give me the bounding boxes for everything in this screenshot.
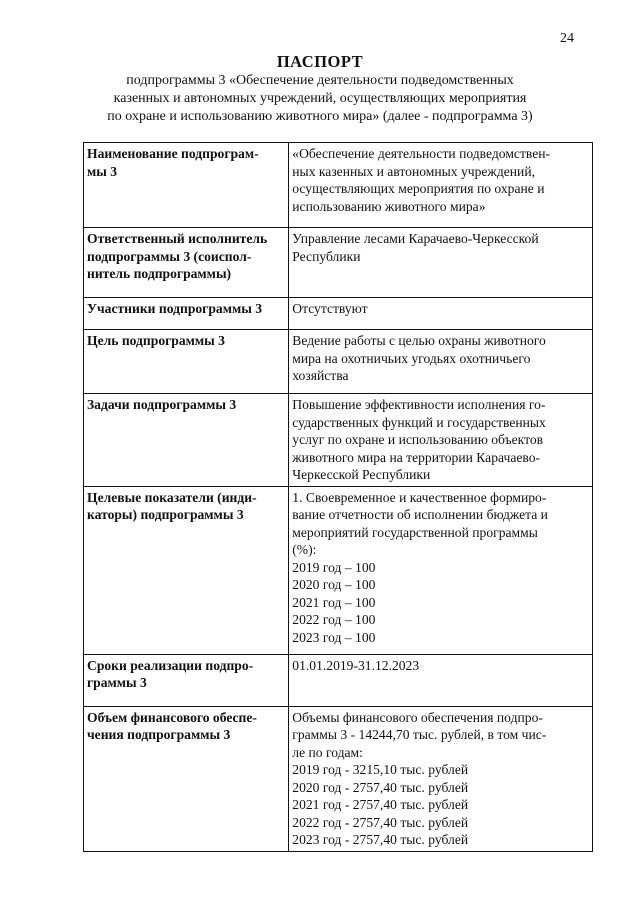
page-number: 24: [560, 31, 574, 46]
subtitle-line: по охране и использованию животного мира» (далее - подпрограмма 3): [107, 109, 533, 124]
row-value-line: 2019 год - 3215,10 тыс. рублей: [292, 762, 469, 777]
row-value-line: 01.01.2019-31.12.2023: [292, 657, 420, 673]
row-label-line: граммы 3: [87, 675, 147, 690]
row-value-line: мероприятий государственной программы: [292, 524, 538, 540]
row-tasks: [84, 394, 593, 487]
row-label-line: Участники подпрограммы 3: [87, 301, 263, 316]
row-value-line: мира на охотничьих угодьях охотничьего: [292, 350, 531, 366]
row-value-line: услуг по охране и использованию объектов: [292, 432, 544, 447]
row-label-line: Наименование подпрограм-: [87, 146, 259, 161]
row-value-cell: [289, 143, 593, 228]
row-value-cell: [289, 394, 593, 487]
row-value-line: осуществляющих мероприятия по охране и: [292, 181, 545, 196]
row-value-line: Повышение эффективности исполнения го-: [292, 397, 546, 412]
subtitle-line: казенных и автономных учреждений, осуществляющих мероприятия: [113, 91, 527, 106]
row-value-line: «Обеспечение деятельности подведомствен-: [292, 146, 551, 161]
row-value-line: 2019 год – 100: [292, 559, 376, 575]
row-value-line: Ведение работы с целью охраны животного: [292, 333, 546, 348]
row-value-cell: [289, 228, 593, 298]
row-value-line: сударственных функций и государственных: [292, 414, 546, 430]
row-value-line: Отсутствуют: [292, 301, 368, 316]
row-label-cell: [84, 706, 289, 851]
row-value-line: 2021 год - 2757,40 тыс. рублей: [292, 797, 469, 812]
row-value-line: вание отчетности об исполнении бюджета и: [292, 507, 548, 522]
passport-table-body: [84, 143, 593, 852]
row-value-line: ле по годам:: [292, 744, 363, 760]
row-label-line: Цель подпрограммы 3: [87, 333, 225, 348]
row-label-cell: [84, 654, 289, 706]
subtitle-line: подпрограммы 3 «Обеспечение деятельности подведомственных: [126, 73, 514, 88]
row-responsible-executor: [84, 228, 593, 298]
row-target-indicators: [84, 486, 593, 654]
row-value-line: 2020 год – 100: [292, 577, 376, 592]
row-label-line: Задачи подпрограммы 3: [87, 397, 237, 412]
row-label-cell: [84, 486, 289, 654]
row-value-line: 2022 год - 2757,40 тыс. рублей: [292, 814, 469, 830]
row-implementation-period: [84, 654, 593, 706]
row-label-cell: [84, 298, 289, 330]
row-value-line: Черкесской Республики: [292, 467, 431, 482]
row-value-cell: [289, 706, 593, 851]
document-subtitle: [60, 72, 580, 126]
row-value-line: 2022 год – 100: [292, 612, 376, 627]
row-label-line: Целевые показатели (инди-: [87, 489, 257, 505]
passport-table: [83, 142, 593, 852]
row-value-line: хозяйства: [292, 368, 349, 383]
row-financing-volume: [84, 706, 593, 851]
row-participants: [84, 298, 593, 330]
row-goal: [84, 330, 593, 394]
row-label-line: подпрограммы 3 (соиспол-: [87, 248, 252, 264]
row-value-line: граммы 3 - 14244,70 тыс. рублей, в том чис-: [292, 727, 547, 742]
row-value-line: животного мира на территории Карачаево-: [292, 449, 541, 465]
row-value-line: Управление лесами Карачаево-Черкесской: [292, 231, 539, 246]
row-value-line: Объемы финансового обеспечения подпро-: [292, 709, 543, 725]
row-value-line: 2021 год – 100: [292, 594, 376, 610]
row-label-line: нитель подпрограммы): [87, 266, 232, 281]
row-value-line: 2020 год - 2757,40 тыс. рублей: [292, 779, 469, 795]
document-title: ПАСПОРТ: [276, 52, 364, 71]
row-label-line: Ответственный исполнитель: [87, 231, 268, 246]
row-value-line: Республики: [292, 248, 361, 264]
row-value-line: использованию животного мира»: [292, 198, 486, 214]
row-value-cell: [289, 486, 593, 654]
row-value-cell: [289, 330, 593, 394]
row-label-cell: [84, 330, 289, 394]
row-subprogram-name: [84, 143, 593, 228]
row-label-line: Сроки реализации подпро-: [87, 657, 254, 673]
row-value-line: 2023 год – 100: [292, 629, 376, 645]
row-label-line: мы 3: [87, 163, 118, 179]
row-value-line: 2023 год - 2757,40 тыс. рублей: [292, 832, 469, 847]
row-label-line: чения подпрограммы 3: [87, 727, 231, 742]
row-value-cell: [289, 298, 593, 330]
row-value-line: (%):: [292, 542, 317, 557]
row-value-line: ных казенных и автономных учреждений,: [292, 163, 535, 179]
row-label-line: каторы) подпрограммы 3: [87, 507, 244, 522]
row-label-cell: [84, 228, 289, 298]
row-label-line: Объем финансового обеспе-: [87, 709, 257, 725]
row-value-cell: [289, 654, 593, 706]
row-value-line: 1. Своевременное и качественное формиро-: [292, 489, 547, 505]
row-label-cell: [84, 143, 289, 228]
row-label-cell: [84, 394, 289, 487]
